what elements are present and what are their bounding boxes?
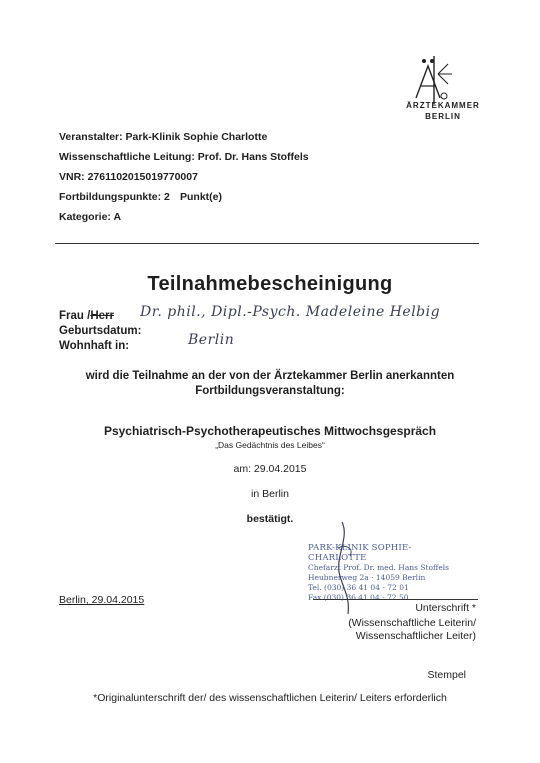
event-subtitle: „Das Gedächtnis des Leibes“ xyxy=(215,440,325,450)
stamp-label: Stempel xyxy=(427,669,466,681)
signature-role-line2: Wissenschaftlicher Leiter) xyxy=(355,630,476,642)
organizer-line: Veranstalter: Park-Klinik Sophie Charlotte xyxy=(59,131,268,143)
confirmed-text: bestätigt. xyxy=(246,513,294,525)
header-divider xyxy=(55,243,479,244)
residence-handwritten: Berlin xyxy=(188,332,235,348)
stamp-line1: PARK-KLINIK SOPHIE-CHARLOTTE xyxy=(308,543,412,563)
signature-label: Unterschrift * xyxy=(415,602,476,614)
stamp-line3: Heubnerweg 2a · 14059 Berlin xyxy=(308,573,426,582)
participant-name-handwritten: Dr. phil., Dipl.-Psych. Madeleine Helbig xyxy=(140,304,441,320)
stamp-line4: Tel. (030) 36 41 04 - 72 01 xyxy=(308,583,409,592)
logo-name-line2: BERLIN xyxy=(425,112,461,121)
scientific-lead-line: Wissenschaftliche Leitung: Prof. Dr. Hans Stoffels xyxy=(59,151,309,163)
logo-wordmark xyxy=(398,100,488,122)
salutation-label xyxy=(59,310,114,322)
vnr-line: VNR: 2761102015019770007 xyxy=(59,171,198,183)
birthdate-label: Geburtsdatum: xyxy=(59,325,142,337)
event-location: in Berlin xyxy=(251,488,289,500)
category-line: Kategorie: A xyxy=(59,211,122,223)
place-date: Berlin, 29.04.2015 xyxy=(59,594,145,606)
statement-line2: Fortbildungsveranstaltung: xyxy=(195,385,345,397)
salutation-frau: Frau / xyxy=(59,310,91,322)
salutation-herr: Herr xyxy=(90,310,114,322)
residence-label: Wohnhaft in: xyxy=(59,340,130,352)
event-date: am: 29.04.2015 xyxy=(233,463,307,475)
certificate-title: Teilnahmebescheinigung xyxy=(147,273,393,295)
signature-line xyxy=(313,599,478,600)
stamp-line5: Fax (030) 36 41 04 - 72 50 xyxy=(308,593,409,602)
statement-line1: wird die Teilnahme an der von der Ärztekammer Berlin anerkannten xyxy=(85,370,455,382)
event-title: Psychiatrisch-Psychotherapeutisches Mittwochsgespräch xyxy=(103,424,437,438)
footnote: *Originalunterschrift der/ des wissenschaftlichen Leiterin/ Leiters erforderlich xyxy=(93,692,447,704)
clinic-stamp xyxy=(308,543,468,603)
points-line: Fortbildungspunkte: 2 xyxy=(59,191,170,203)
stamp-line2: Chefarzt Prof. Dr. med. Hans Stoffels xyxy=(308,563,450,572)
logo-name-line1: ÄRZTEKAMMER xyxy=(406,101,480,110)
signature-role-line1: (Wissenschaftliche Leiterin/ xyxy=(348,617,476,629)
points-unit: Punkt(e) xyxy=(180,191,222,203)
